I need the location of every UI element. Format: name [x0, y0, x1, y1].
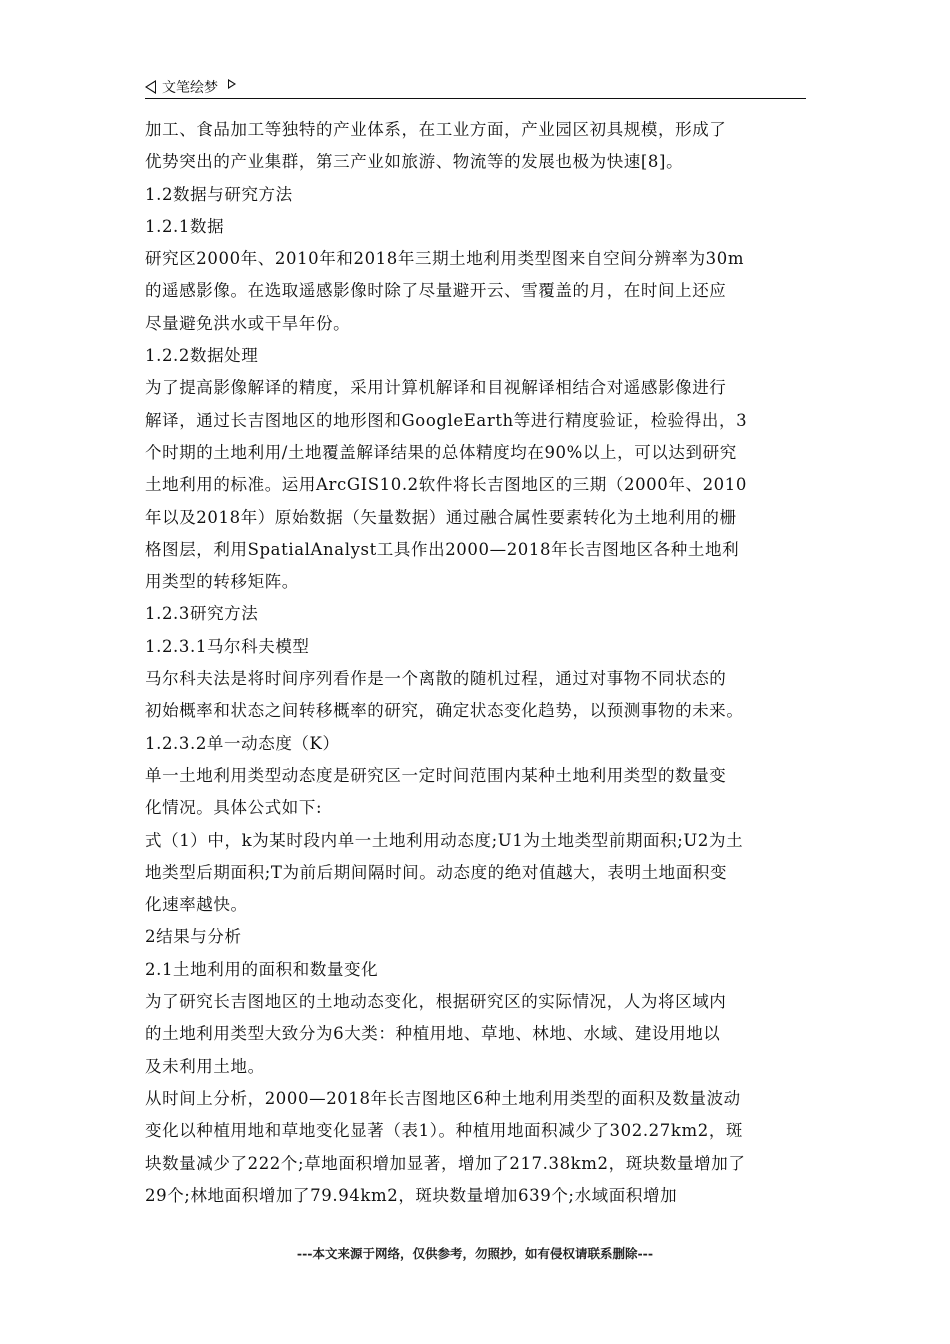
- text-line: 1.2.3.1马尔科夫模型: [145, 636, 310, 656]
- footer-notice: ---本文来源于网络，仅供参考，勿照抄，如有侵权请联系删除---: [296, 1246, 654, 1261]
- text-line: 的遥感影像。在选取遥感影像时除了尽量避开云、雪覆盖的月，在时间上还应: [145, 281, 727, 301]
- text-line: 1.2.3研究方法: [145, 604, 259, 624]
- document-body: [145, 114, 810, 1212]
- text-line: 优势突出的产业集群，第三产业如旅游、物流等的发展也极为快速[8]。: [145, 152, 684, 172]
- text-line: 为了研究长吉图地区的土地动态变化，根据研究区的实际情况，人为将区域内: [145, 992, 727, 1012]
- page-header: [145, 76, 805, 98]
- text-line: 研究区2000年、2010年和2018年三期土地利用类型图来自空间分辨率为30m: [145, 249, 745, 269]
- text-line: 的土地利用类型大致分为6大类：种植用地、草地、林地、水域、建设用地以: [145, 1024, 721, 1044]
- triangle-left-icon: [145, 80, 156, 94]
- text-line: 块数量减少了222个;草地面积增加显著，增加了217.38km2，斑块数量增加了: [145, 1153, 746, 1173]
- text-line: 个时期的土地利用/土地覆盖解译结果的总体精度均在90%以上，可以达到研究: [145, 442, 737, 462]
- text-line: 2结果与分析: [145, 927, 242, 947]
- text-line: 单一土地利用类型动态度是研究区一定时间范围内某种土地利用类型的数量变: [145, 765, 727, 785]
- text-line: 加工、食品加工等独特的产业体系，在工业方面，产业园区初具规模，形成了: [145, 120, 727, 139]
- text-line: 格图层，利用SpatialAnalyst工具作出2000—2018年长吉图地区各种土地利: [145, 539, 740, 559]
- header-title: 文笔绘梦: [162, 80, 218, 96]
- triangle-right-icon: [228, 79, 236, 89]
- text-line: 及未利用土地。: [145, 1056, 265, 1076]
- text-line: 马尔科夫法是将时间序列看作是一个离散的随机过程，通过对事物不同状态的: [145, 669, 727, 689]
- text-line: 土地利用的标准。运用ArcGIS10.2软件将长吉图地区的三期（2000年、2010: [145, 475, 747, 495]
- text-line: 化速率越快。: [145, 895, 248, 915]
- text-line: 化情况。具体公式如下:: [145, 798, 323, 818]
- header-divider: [145, 98, 806, 99]
- text-line: 2.1土地利用的面积和数量变化: [145, 959, 379, 979]
- text-line: 1.2.2数据处理: [145, 346, 259, 366]
- text-line: 1.2数据与研究方法: [145, 184, 293, 204]
- text-line: 变化以种植用地和草地变化显著（表1）。种植用地面积减少了302.27km2，斑: [145, 1121, 744, 1141]
- text-line: 为了提高影像解译的精度，采用计算机解译和目视解译相结合对遥感影像进行: [145, 378, 727, 398]
- text-line: 1.2.1数据: [145, 216, 225, 236]
- text-line: 式（1）中，k为某时段内单一土地利用动态度;U1为土地类型前期面积;U2为土: [145, 830, 744, 850]
- text-line: 解译，通过长吉图地区的地形图和GoogleEarth等进行精度验证，检验得出，3: [145, 410, 748, 430]
- text-line: 初始概率和状态之间转移概率的研究，确定状态变化趋势，以预测事物的未来。: [145, 701, 744, 721]
- text-line: 1.2.3.2单一动态度（K）: [145, 733, 340, 753]
- text-line: 地类型后期面积;T为前后期间隔时间。动态度的绝对值越大，表明土地面积变: [145, 862, 728, 882]
- text-line: 从时间上分析，2000—2018年长吉图地区6种土地利用类型的面积及数量波动: [145, 1088, 741, 1108]
- text-line: 年以及2018年）原始数据（矢量数据）通过融合属性要素转化为土地利用的栅: [145, 507, 737, 527]
- text-line: 用类型的转移矩阵。: [145, 572, 299, 592]
- text-line: 29个;林地面积增加了79.94km2，斑块数量增加639个;水域面积增加: [145, 1185, 678, 1205]
- text-line: 尽量避免洪水或干旱年份。: [145, 313, 351, 333]
